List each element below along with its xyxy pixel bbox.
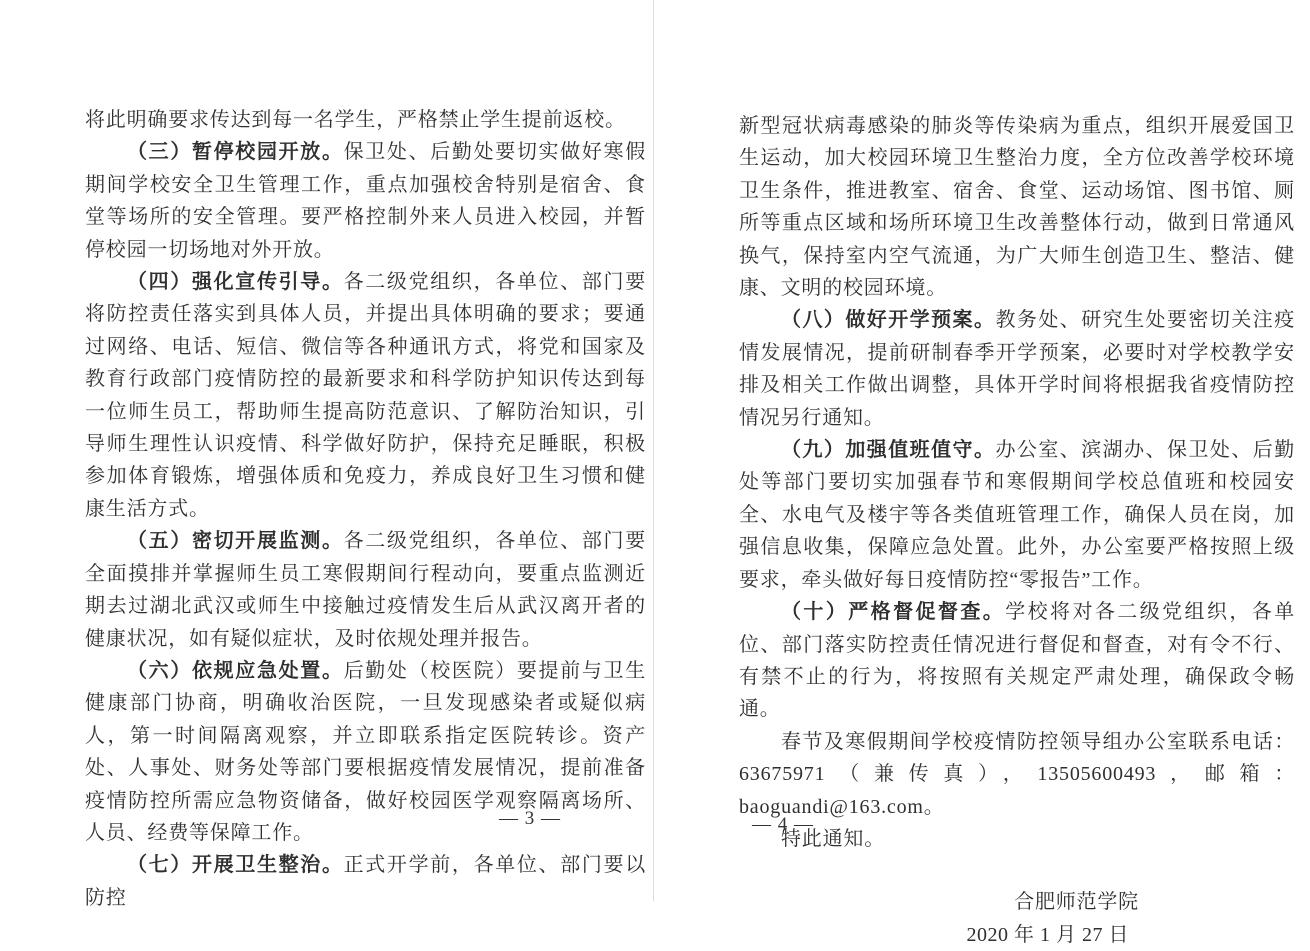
paragraph-heading-item-7: （七）开展卫生整治。 bbox=[127, 854, 344, 877]
page-4-paragraphs bbox=[739, 110, 1295, 855]
paragraph-continuation-from-page-2 bbox=[85, 104, 646, 136]
paragraph-item-7 bbox=[85, 849, 646, 914]
paragraph-heading-item-4: （四）强化宣传引导。 bbox=[127, 271, 344, 294]
paragraph-contact-info bbox=[739, 726, 1295, 823]
paragraph-item-4 bbox=[85, 266, 646, 525]
page-3-body bbox=[85, 104, 646, 914]
paragraph-text: 特此通知。 bbox=[781, 827, 885, 850]
paragraph-text: 各二级党组织，各单位、部门要将防控责任落实到具体人员，并提出具体明确的要求；要通过网络、电话、短信、微信等各种通讯方式，将党和国家及教育行政部门疫情防控的最新要求和科学防护知识传达到每一位师生员工，帮助师生提高防范意识、了解防治知识，引导师生理性认识疫情、科学做好防护，保持充足睡眠，积极参加体育锻炼，增强体质和免疫力，养成良好卫生习惯和健康生活方式。 bbox=[85, 271, 646, 520]
signature-org: 合肥师范学院 bbox=[1014, 891, 1139, 914]
paragraph-item-3 bbox=[85, 136, 646, 266]
paragraph-closing bbox=[739, 823, 1295, 855]
paragraph-text: 春节及寒假期间学校疫情防控领导组办公室联系电话：63675971（兼传真），13505600493，邮箱：baoguandi@163.com。 bbox=[739, 730, 1295, 818]
paragraph-heading-item-3: （三）暂停校园开放。 bbox=[127, 141, 344, 164]
paragraph-text: 办公室、滨湖办、保卫处、后勤处等部门要切实加强春节和寒假期间学校总值班和校园安全、水电气及楼宇等各类值班管理工作，确保人员在岗，加强信息收集，保障应急处置。此外，办公室要严格按照上级要求，牵头做好每日疫情防控“零报告”工作。 bbox=[739, 439, 1296, 591]
paragraph-text: 正式开学前，各单位、部门要以防控 bbox=[85, 854, 646, 909]
paragraph-text: 教务处、研究生处要密切关注疫情发展情况，提前研制春季开学预案，必要时对学校教学安排及相关工作做出调整，具体开学时间将根据我省疫情防控情况另行通知。 bbox=[739, 309, 1296, 429]
paragraph-text: 学校将对各二级党组织，各单位、部门落实防控责任情况进行督促和督查，对有令不行、有禁不止的行为，将按照有关规定严肃处理，确保政令畅通。 bbox=[739, 601, 1296, 721]
paragraph-text: 保卫处、后勤处要切实做好寒假期间学校安全卫生管理工作，重点加强校舍特别是宿舍、食堂等场所的安全管理。要严格控制外来人员进入校园，并暂停校园一切场地对外开放。 bbox=[85, 141, 646, 261]
paragraph-item-10 bbox=[739, 596, 1295, 726]
paragraph-heading-item-5: （五）密切开展监测。 bbox=[127, 530, 344, 553]
paragraph-heading-item-10: （十）严格督促督查。 bbox=[781, 601, 1006, 624]
page-edge-divider bbox=[653, 0, 654, 901]
page-4-body bbox=[739, 110, 1295, 951]
paragraph-item-5 bbox=[85, 525, 646, 655]
paragraph-heading-item-9: （九）加强值班值守。 bbox=[781, 439, 996, 462]
paragraph-continuation-item-7 bbox=[739, 110, 1295, 304]
paragraph-item-6 bbox=[85, 655, 646, 849]
paragraph-item-8 bbox=[739, 304, 1295, 434]
page-number-3: — 3 — bbox=[499, 808, 561, 829]
paragraph-text: 后勤处（校医院）要提前与卫生健康部门协商，明确收治医院，一旦发现感染者或疑似病人，第一时间隔离观察，并立即联系指定医院转诊。资产处、人事处、财务处等部门要根据疫情发展情况，提前准备疫情防控所需应急物资储备，做好校园医学观察隔离场所、人员、经费等保障工作。 bbox=[85, 659, 646, 844]
paragraph-item-9 bbox=[739, 434, 1295, 596]
paragraph-text: 新型冠状病毒感染的肺炎等传染病为重点，组织开展爱国卫生运动，加大校园环境卫生整治力度，全方位改善学校环境卫生条件，推进教室、宿舍、食堂、运动场馆、图书馆、厕所等重点区域和场所环境卫生改善整体行动，做到日常通风换气，保持室内空气流通，为广大师生创造卫生、整洁、健康、文明的校园环境。 bbox=[739, 115, 1295, 300]
paragraph-heading-item-6: （六）依规应急处置。 bbox=[127, 659, 344, 682]
signature-block bbox=[739, 886, 1295, 951]
page-number-4: — 4 — bbox=[752, 814, 814, 835]
paragraph-text: 将此明确要求传达到每一名学生，严格禁止学生提前返校。 bbox=[85, 109, 626, 131]
signature-date: 2020 年 1 月 27 日 bbox=[966, 923, 1129, 946]
paragraph-text: 各二级党组织，各单位、部门要全面摸排并掌握师生员工寒假期间行程动向，要重点监测近期去过湖北武汉或师生中接触过疫情发生后从武汉离开者的健康状况，如有疑似症状，及时依规处理并报告。 bbox=[85, 530, 646, 650]
paragraph-heading-item-8: （八）做好开学预案。 bbox=[781, 309, 996, 332]
